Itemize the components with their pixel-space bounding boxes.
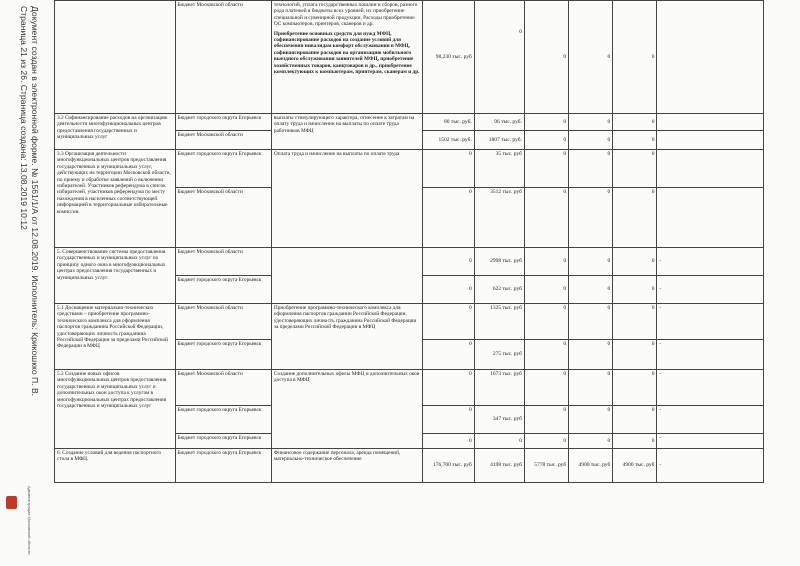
value-cell: 0 — [524, 370, 568, 406]
description-cell: Финансовое содержание персонала, аренда помещений, материально-техническое обеспечение — [271, 449, 422, 483]
value-cell: 0 — [569, 276, 613, 304]
value-cell: 0 — [474, 434, 524, 449]
value-cell: 0 — [569, 434, 613, 449]
coat-of-arms-icon — [6, 496, 17, 509]
value-cell: 96 тыс. руб. — [474, 114, 524, 131]
value-cell: 0 — [569, 248, 613, 276]
value-cell: 0 — [524, 114, 568, 131]
value-cell: 0 — [613, 340, 657, 370]
value-cell: 0 — [524, 248, 568, 276]
table-row — [55, 449, 764, 483]
value-cell: 0 — [569, 131, 613, 150]
note-cell — [657, 114, 764, 131]
funding-source-cell: Бюджет городского округа Егорьевск — [175, 449, 271, 483]
table-row — [55, 114, 764, 131]
funding-source-cell: Бюджет Московской области — [175, 304, 271, 340]
value-cell: 3512 тыс. руб — [474, 188, 524, 248]
value-cell: 98,230 тыс. руб — [422, 1, 474, 114]
value-cell: 0 — [613, 131, 657, 150]
description-text: технологий, уплата государственных пошлин и сборов, разного рода платежей в бюджеты всех уровней, их приобретение специальной и сувенирной продукции, Расходы приобретение ОС компьютеров, принтеров, сканеров и др. — [273, 2, 418, 28]
funding-source-cell: Бюджет Московской области — [175, 370, 271, 406]
side-note-line-1: Документ создан в электронной форме. № 1561/1/А от 12.08.2019. Исполнитель: Крикошкко П. В. — [30, 6, 40, 397]
description-cell: Оплата труда и начисление на выплаты по оплате труда — [271, 150, 422, 248]
activity-cell — [55, 1, 176, 114]
value-cell: 0 — [422, 370, 474, 406]
note-cell: - — [657, 340, 764, 370]
activity-cell: 5. Совершенствование системы предоставления государственных и муниципальных услуг по принципу одного окна в многофункциональных центрах предоставления государственных и муниципальных услуг. — [55, 248, 176, 304]
table-row — [55, 370, 764, 406]
value-cell: 0 — [422, 304, 474, 340]
value-cell: 0 — [613, 114, 657, 131]
value-cell: 275 тыс. руб — [474, 340, 524, 370]
description-text-bold: Приобретение основных средств для нужд МФЦ, софинансирование расходов на создание условий для обеспечения инвалидам комфорт обслуживания в МФЦ, софинансирование расходов на организацию мобильного выездного обслуживания заявителей МФЦ, приобретение хозяйственных товаров, канцтоваров и др., приобретение комплектующих к компьютерам, принтерам, сканерам и др. — [273, 30, 420, 76]
emblem-label: Администрация Московской области — [27, 486, 32, 555]
activity-cell: 3.3 Организация деятельности многофункциональных центров предоставления государственных и муниципальных услуг, действующих на территории Московской области, по приему и обработке заявлений о включении избирателей. Участников референдума в список избирателей, участников референдума по месту нахождения в населенных соответствующей информацией в территориальные избирательные комиссии. — [55, 150, 176, 248]
value-cell: 0 — [569, 114, 613, 131]
value-cell: 35 тыс. руб — [474, 150, 524, 188]
value-cell: 347 тыс. руб — [474, 406, 524, 434]
description-cell: Создание дополнительных офисы МФЦ и дополнительных окон доступа в МФЦ — [271, 370, 422, 449]
value-cell: 0 — [613, 248, 657, 276]
note-cell: - — [657, 370, 764, 406]
value-cell: 0 — [422, 340, 474, 370]
value-cell: 0 — [422, 188, 474, 248]
note-cell — [657, 131, 764, 150]
value-cell: 0 — [569, 370, 613, 406]
funding-source-cell: Бюджет городского округа Егорьевск — [175, 434, 271, 449]
funding-source-cell: Бюджет Московской области — [175, 1, 271, 114]
value-cell: 4900 тыс. руб — [569, 449, 613, 483]
value-cell: 1807 тыс. руб. — [474, 131, 524, 150]
value-cell: 0 — [613, 1, 657, 114]
value-cell: 0 — [569, 304, 613, 340]
value-cell: 0 — [613, 188, 657, 248]
funding-source-cell: Бюджет городского округа Егорьевск — [175, 406, 271, 434]
activity-cell: 5.2 Создание новых офисов многофункциональных центров предоставления государственных и муниципальных услуг и дополнительных окон доступа к услугам в многофункциональных центрах предоставления государственных и муниципальных услуг — [55, 370, 176, 449]
value-cell: 2998 тыс. руб — [474, 248, 524, 276]
table-row — [55, 304, 764, 340]
activity-cell: 5.1 Доснащение материально-технических средствами – приобретение программно-технического комплекса для оформления паспортов гражданина Российской Федерации, удостоверяющих личность гражданина Российской Федерации за пределами Российской Федерации в МФЦ — [55, 304, 176, 370]
funding-source-cell: Бюджет городского округа Егорьевск — [175, 150, 271, 188]
value-cell: 0 — [613, 434, 657, 449]
funding-source-cell: Бюджет городского округа Егорьевск — [175, 276, 271, 304]
value-cell: 0 — [422, 434, 474, 449]
value-cell: 0 — [524, 1, 568, 114]
value-cell: 176,700 тыс. руб — [422, 449, 474, 483]
note-cell — [657, 1, 764, 114]
value-cell: 4900 тыс. руб — [613, 449, 657, 483]
value-cell: 0 — [524, 276, 568, 304]
description-cell — [271, 1, 422, 114]
value-cell: 0 — [524, 304, 568, 340]
note-cell: - — [657, 434, 764, 449]
description-cell: выплаты стимулирующего характера, отнесение к затратам на оплату труда и начислении на выплаты по оплате труда работников МФЦ — [271, 114, 422, 150]
value-cell: 0 — [569, 406, 613, 434]
value-cell: 0 — [524, 188, 568, 248]
value-cell: 0 — [524, 131, 568, 150]
side-note-line-2: Страница 21 из 26. Страница создана: 13.08.2019 10:12 — [19, 6, 30, 230]
value-cell: 1502 тыс. руб. — [422, 131, 474, 150]
description-cell — [271, 248, 422, 304]
note-cell — [657, 150, 764, 188]
table-row — [55, 1, 764, 114]
value-cell: 0 — [569, 188, 613, 248]
value-cell: 80 тыс. руб. — [422, 114, 474, 131]
value-cell: 0 — [422, 248, 474, 276]
value-cell: 0 — [613, 276, 657, 304]
note-cell: - — [657, 406, 764, 434]
activity-cell: 6. Создание условий для ведения паспортного стола в МФЦ. — [55, 449, 176, 483]
note-cell: - — [657, 304, 764, 340]
value-cell: 1325 тыс. руб — [474, 304, 524, 340]
funding-source-cell: Бюджет городского округа Егорьевск — [175, 114, 271, 131]
value-cell: 0 — [524, 150, 568, 188]
budget-table — [54, 0, 764, 483]
value-cell: 0 — [613, 304, 657, 340]
note-cell: - — [657, 276, 764, 304]
activity-cell: 3.2 Софинансирование расходов на организацию деятельности многофункциональных центров предоставления государственных и муниципальных услуг — [55, 114, 176, 150]
funding-source-cell: Бюджет городского округа Егорьевск — [175, 340, 271, 370]
value-cell: 0 — [569, 150, 613, 188]
value-cell: 0 — [524, 406, 568, 434]
value-cell: 0 — [613, 370, 657, 406]
value-cell: 0 — [474, 1, 524, 114]
table-row — [55, 248, 764, 276]
value-cell: 0 — [569, 340, 613, 370]
value-cell: 0 — [613, 150, 657, 188]
note-cell: - — [657, 248, 764, 276]
table-row — [55, 150, 764, 188]
note-cell: - — [657, 449, 764, 483]
description-cell: Приобретение программно-технического комплекса для оформления паспортов гражданин Российской Федерации, удостоверяющих личность гражданина Российской Федерации за пределами Российской Федерации в МФЦ — [271, 304, 422, 370]
funding-source-cell: Бюджет Московской области — [175, 131, 271, 150]
funding-source-cell: Бюджет Московской области — [175, 188, 271, 248]
value-cell: 0 — [422, 150, 474, 188]
funding-source-cell: Бюджет Московской области — [175, 248, 271, 276]
value-cell: 0 — [613, 406, 657, 434]
value-cell: 0 — [569, 1, 613, 114]
value-cell: 4198 тыс. руб — [474, 449, 524, 483]
value-cell: 622 тыс. руб — [474, 276, 524, 304]
value-cell: 5778 тыс. руб — [524, 449, 568, 483]
value-cell: 0 — [524, 340, 568, 370]
value-cell: 0 — [422, 276, 474, 304]
value-cell: 0 — [422, 406, 474, 434]
value-cell: 0 — [524, 434, 568, 449]
value-cell: 1673 тыс. руб — [474, 370, 524, 406]
note-cell — [657, 188, 764, 248]
document-side-note — [6, 6, 40, 397]
